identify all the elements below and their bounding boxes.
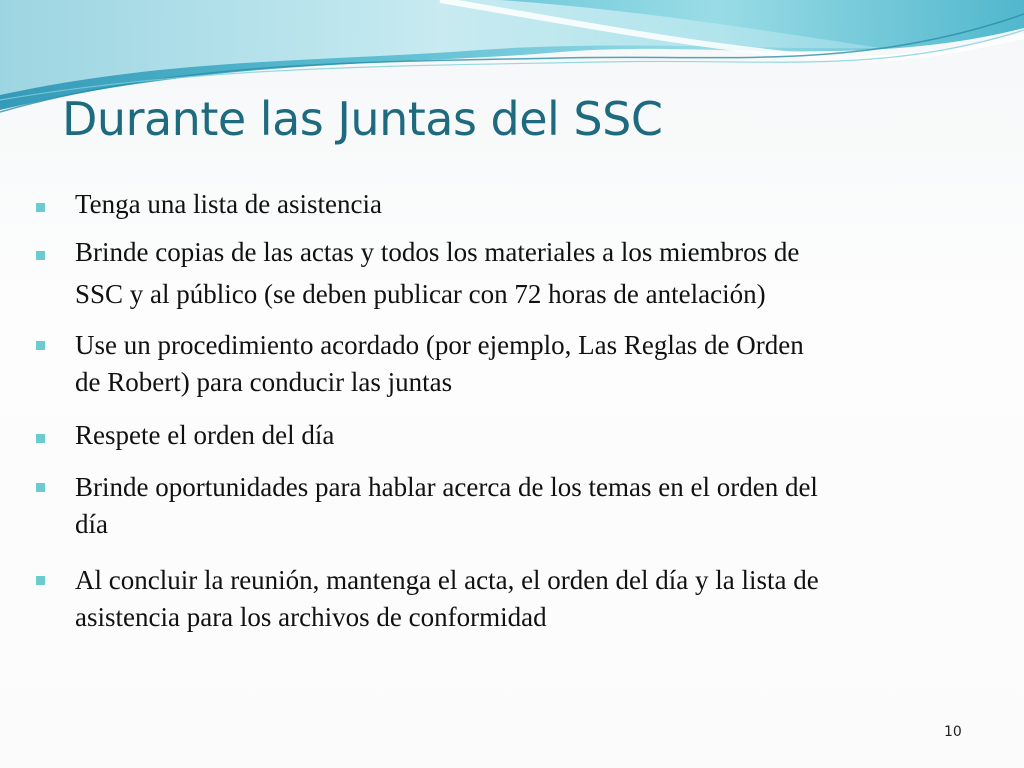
bullet-text — [75, 420, 1000, 451]
bullet-text — [75, 562, 1000, 636]
square-bullet-icon — [36, 576, 45, 585]
bullet-line: Use un procedimiento acordado (por ejemplo, Las Reglas de Orden — [75, 330, 804, 360]
bullet-line: de Robert) para conducir las juntas — [75, 367, 453, 397]
bullet-text — [75, 189, 1000, 220]
bullet-line: SSC y al público (se deben publicar con 72 horas de antelación) — [75, 279, 766, 309]
bullet-line: Brinde copias de las actas y todos los materiales a los miembros de — [75, 237, 800, 267]
bullet-line: Al concluir la reunión, mantenga el acta, el orden del día y la lista de — [75, 565, 819, 595]
bullet-text — [75, 469, 1000, 543]
page-number: 10 — [944, 724, 962, 740]
slide-title: Durante las Juntas del SSC — [62, 92, 663, 146]
square-bullet-icon — [36, 483, 45, 492]
square-bullet-icon — [36, 341, 45, 350]
bullet-text — [75, 237, 1000, 320]
bullet-line: Respete el orden del día — [75, 420, 335, 450]
bullet-line: día — [75, 509, 108, 539]
bullet-text — [75, 327, 1000, 401]
square-bullet-icon — [36, 251, 45, 260]
square-bullet-icon — [36, 434, 45, 443]
square-bullet-icon — [36, 203, 45, 212]
bullet-line: Brinde oportunidades para hablar acerca de los temas en el orden del — [75, 472, 818, 502]
bullet-line: Tenga una lista de asistencia — [75, 189, 382, 219]
bullet-line: asistencia para los archivos de conformidad — [75, 602, 547, 632]
